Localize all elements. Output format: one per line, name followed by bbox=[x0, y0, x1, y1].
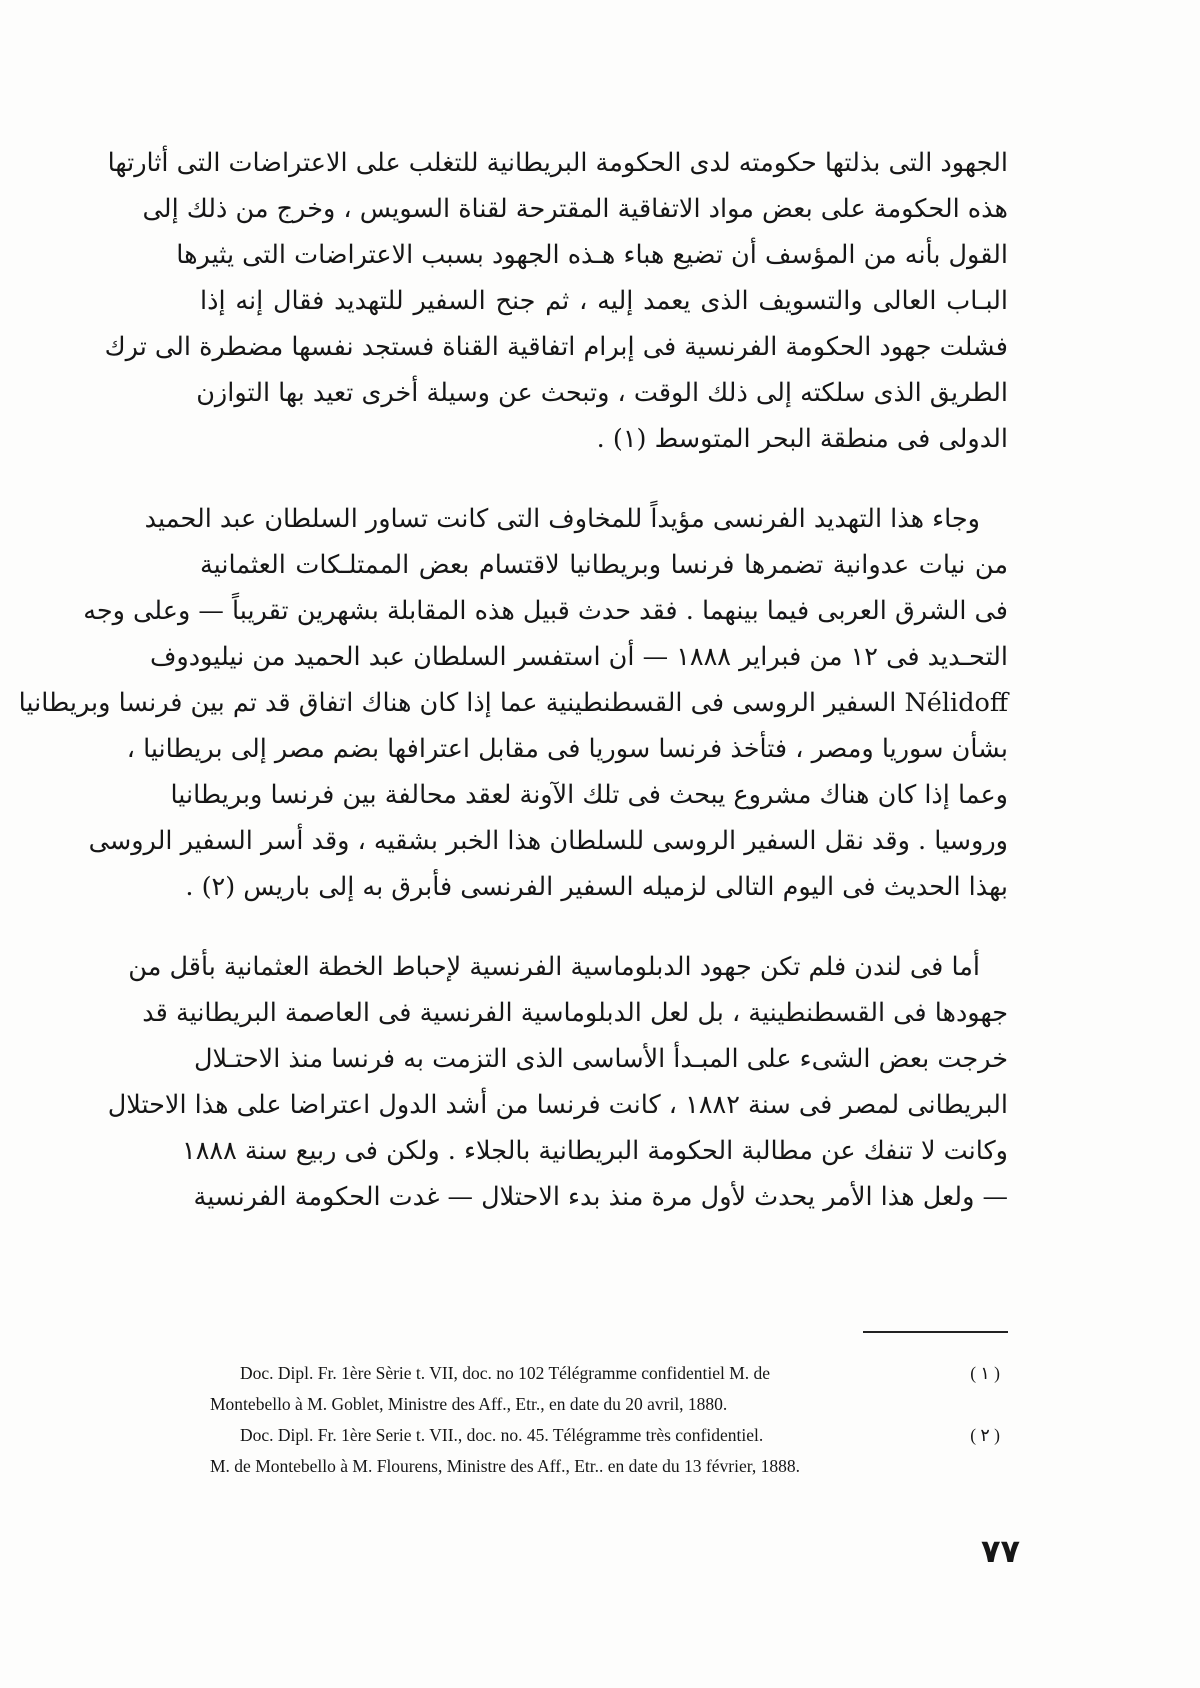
text-line: من نيات عدوانية تضمرها فرنسا وبريطانيا لاقتسام بعض الممتلـكات العثمانية bbox=[200, 550, 1008, 580]
text-line: خرجت بعض الشىء على المبـدأ الأساسى الذى التزمت به فرنسا منذ الاحتـلال bbox=[193, 1044, 1008, 1074]
text-line: — ولعل هذا الأمر يحدث لأول مرة منذ بدء الاحتلال — غدت الحكومة الفرنسية bbox=[193, 1182, 1008, 1212]
footnote-line: Montebello à M. Goblet, Ministre des Aff., Etr., en date du 20 avril, 1880. bbox=[210, 1394, 728, 1414]
text-line: فى الشرق العربى فيما بينهما . فقد حدث قبيل هذه المقابلة بشهرين تقريباً — وعلى وجه bbox=[83, 596, 1008, 626]
paragraph-spacer bbox=[200, 462, 1008, 496]
paragraph-3 bbox=[107, 944, 1008, 1220]
footnote-marker: ( ٢ ) bbox=[970, 1425, 1000, 1445]
paragraph-2 bbox=[18, 496, 1008, 910]
text-line: الدولى فى منطقة البحر المتوسط (١) . bbox=[596, 424, 1008, 454]
text-line: البـاب العالى والتسويف الذى يعمد إليه ، ثم جنح السفير للتهديد فقال إنه إذا bbox=[200, 286, 1008, 316]
text-line: فشلت جهود الحكومة الفرنسية فى إبرام اتفاقية القناة فستجد نفسها مضطرة الى ترك bbox=[104, 332, 1008, 362]
text-line: التحـديد فى ١٢ من فبراير ١٨٨٨ — أن استفسر السلطان عبد الحميد من نيليودوف bbox=[150, 642, 1008, 672]
footnote-line: M. de Montebello à M. Flourens, Ministre des Aff., Etr.. en date du 13 février, 1888. bbox=[210, 1456, 800, 1476]
page-number: ٧٧ bbox=[980, 1532, 1020, 1570]
text-line: أما فى لندن فلم تكن جهود الدبلوماسية الفرنسية لإحباط الخطة العثمانية بأقل من bbox=[128, 952, 980, 982]
paragraph-1 bbox=[104, 140, 1008, 462]
footnote-1 bbox=[210, 1358, 1000, 1420]
footnote-marker: ( ١ ) bbox=[970, 1363, 1000, 1383]
text-line: وعما إذا كان هناك مشروع يبحث فى تلك الآونة لعقد محالفة بين فرنسا وبريطانيا bbox=[170, 780, 1008, 810]
text-line: بشأن سوريا ومصر ، فتأخذ فرنسا سوريا فى مقابل اعترافها بضم مصر إلى بريطانيا ، bbox=[126, 734, 1008, 764]
text-line: الطريق الذى سلكته إلى ذلك الوقت ، وتبحث عن وسيلة أخرى تعيد بها التوازن bbox=[196, 378, 1008, 408]
text-line: القول بأنه من المؤسف أن تضيع هباء هـذه الجهود بسبب الاعتراضات التى يثيرها bbox=[176, 240, 1008, 270]
footnote-divider bbox=[863, 1331, 1008, 1333]
text-line: البريطانى لمصر فى سنة ١٨٨٢ ، كانت فرنسا من أشد الدول اعتراضا على هذا الاحتلال bbox=[107, 1090, 1008, 1120]
footnote-2 bbox=[210, 1420, 1000, 1482]
footnote-text: Doc. Dipl. Fr. 1ère Sèrie t. VII, doc. no 102 Télégramme confidentiel M. de bbox=[240, 1363, 771, 1383]
text-line: الجهود التى بذلتها حكومته لدى الحكومة البريطانية للتغلب على الاعتراضات التى أثارتها bbox=[107, 148, 1008, 178]
body-text bbox=[18, 140, 1008, 1220]
text-line: وكانت لا تنفك عن مطالبة الحكومة البريطانية بالجلاء . ولكن فى ربيع سنة ١٨٨٨ bbox=[182, 1136, 1008, 1166]
footnotes bbox=[210, 1358, 1000, 1482]
text-line: هذه الحكومة على بعض مواد الاتفاقية المقترحة لقناة السويس ، وخرج من ذلك إلى bbox=[142, 194, 1008, 224]
text-line: وروسيا . وقد نقل السفير الروسى للسلطان هذا الخبر بشقيه ، وقد أسر السفير الروسى bbox=[88, 826, 1008, 856]
text-line: وجاء هذا التهديد الفرنسى مؤيداً للمخاوف التى كانت تساور السلطان عبد الحميد bbox=[144, 504, 980, 534]
text-line: جهودها فى القسطنطينية ، بل لعل الدبلوماسية الفرنسية فى العاصمة البريطانية قد bbox=[142, 998, 1008, 1028]
text-line: Nélidoff السفير الروسى فى القسطنطينية عما إذا كان هناك اتفاق قد تم بين فرنسا وبريطانيا bbox=[18, 688, 1008, 718]
footnote-line bbox=[210, 1358, 1000, 1389]
footnote-line bbox=[210, 1420, 1000, 1451]
footnote-text: Doc. Dipl. Fr. 1ère Serie t. VII., doc. no. 45. Télégramme très confidentiel. bbox=[240, 1425, 764, 1445]
paragraph-spacer bbox=[200, 910, 1008, 944]
text-line: بهذا الحديث فى اليوم التالى لزميله السفير الفرنسى فأبرق به إلى باريس (٢) . bbox=[185, 872, 1008, 902]
